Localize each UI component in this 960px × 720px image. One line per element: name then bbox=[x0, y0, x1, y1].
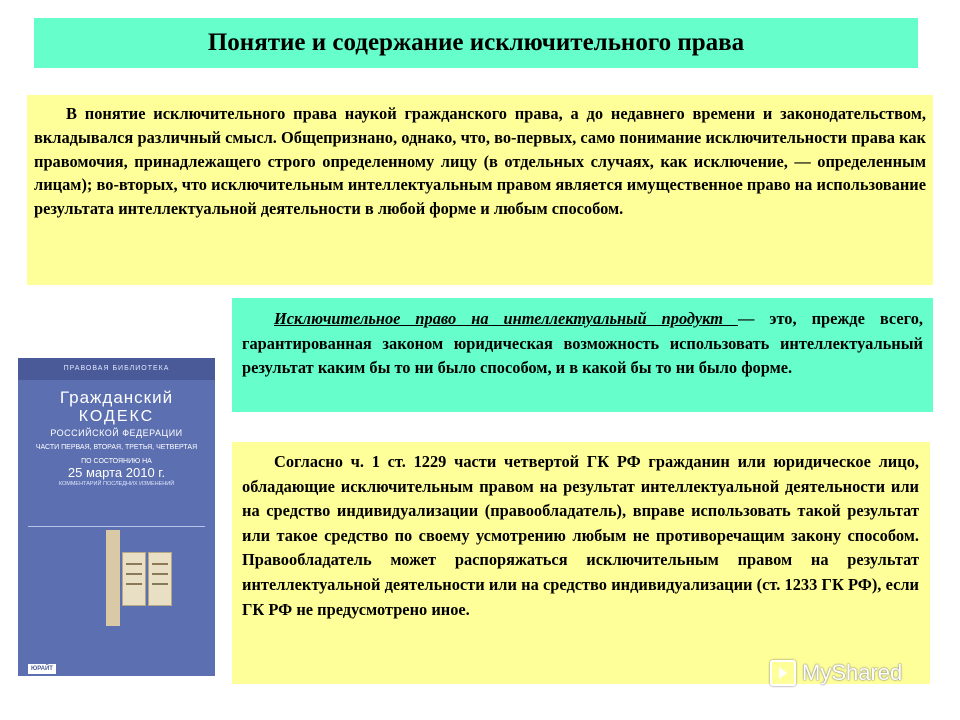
book-parts: ЧАСТИ ПЕРВАЯ, ВТОРАЯ, ТРЕТЬЯ, ЧЕТВЕРТАЯ bbox=[35, 444, 198, 451]
civil-code-text: Согласно ч. 1 ст. 1229 части четвертой ГК РФ гражданин или юридическое лицо, обладающие исключительным правом на результат интеллектуальной деятельности или на средство индивидуализации (правообладатель), вправе использовать такой результат или такое средство по своему усмотрению любым не противоречащим закону способом. Правообладатель может распоряжаться исключительным правом на результат интеллектуальной деятельности или на средство индивидуализации (ст. 1233 ГК РФ), если ГК РФ не предусмотрено иное. bbox=[242, 452, 919, 619]
book-spine-image bbox=[106, 530, 120, 626]
watermark bbox=[770, 660, 902, 686]
exclusive-right-term: Исключительное право на интеллектуальный продукт bbox=[274, 309, 738, 328]
definition-text: В понятие исключительного права наукой гражданского права, а до недавнего времени и законодательством, вкладывался различный смысл. Общепризнано, однако, что, во-первых, само понимание исключительности права как правомочия, принадлежащего строго определенному лицу (в отдельных случаях, как исключение, — определенным лицам); во-вторых, что исключительным интеллектуальным правом является имущественное право на использование результата интеллектуальной деятельности в любой форме и любым способом. bbox=[34, 104, 926, 219]
exclusive-right-text: — это, прежде всего, гарантированная законом юридическая возможность использовать интеллектуальный результат каким бы то ни было способом, и в какой бы то ни было форме. bbox=[242, 309, 923, 377]
book-thumbnail-right bbox=[148, 552, 172, 606]
book-series: ПРАВОВАЯ БИБЛИОТЕКА bbox=[18, 358, 215, 380]
book-thumbnail-left bbox=[122, 552, 146, 606]
book-title-line3: РОССИЙСКОЙ ФЕДЕРАЦИИ bbox=[50, 428, 183, 438]
title-bar bbox=[34, 18, 918, 68]
page-title: Понятие и содержание исключительного права bbox=[207, 29, 745, 56]
book-divider bbox=[28, 526, 205, 527]
book-note: КОММЕНТАРИЙ ПОСЛЕДНИХ ИЗМЕНЕНИЙ bbox=[58, 481, 175, 487]
exclusive-right-paragraph bbox=[242, 307, 923, 381]
civil-code-book-cover bbox=[18, 358, 215, 676]
play-icon bbox=[770, 660, 796, 686]
book-title-line1: Гражданский bbox=[59, 388, 174, 407]
watermark-text: MyShared bbox=[802, 660, 903, 685]
definition-block bbox=[27, 95, 933, 285]
book-date: 25 марта 2010 г. bbox=[67, 465, 166, 480]
book-state-label: ПО СОСТОЯНИЮ НА bbox=[81, 458, 152, 465]
book-title-line2: КОДЕКС bbox=[78, 408, 155, 425]
civil-code-block bbox=[232, 442, 930, 684]
exclusive-right-block bbox=[232, 298, 933, 412]
book-title-group bbox=[24, 388, 209, 488]
book-publisher-logo: ЮРАЙТ bbox=[28, 664, 56, 674]
